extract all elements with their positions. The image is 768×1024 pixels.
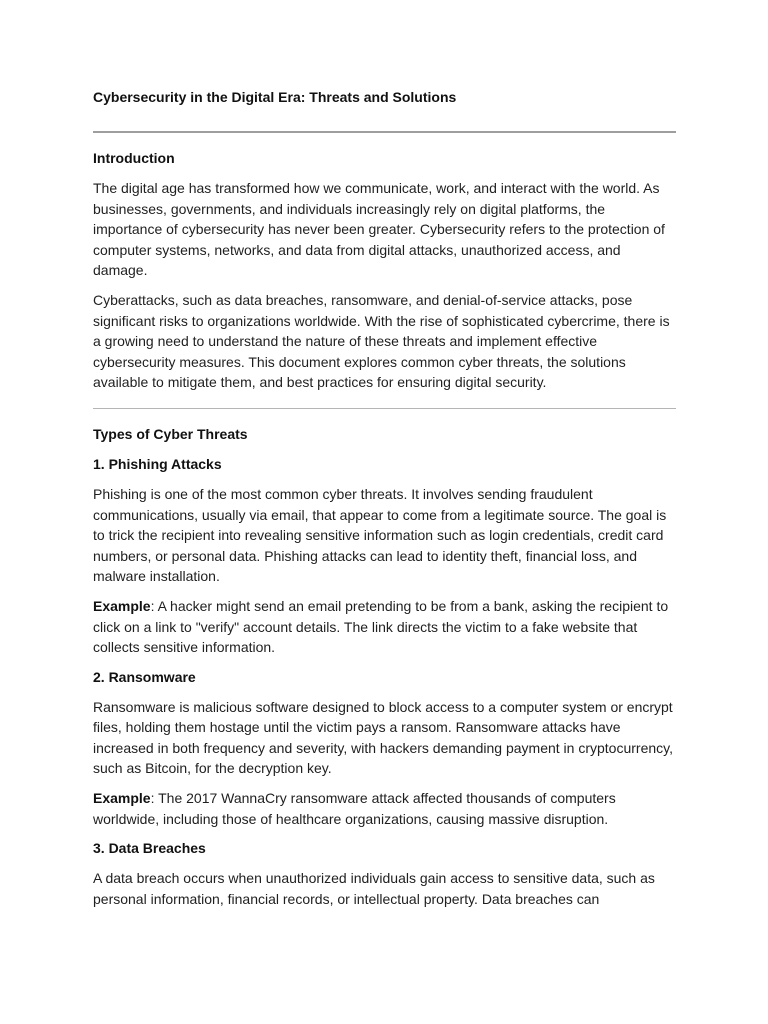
phishing-example [93, 596, 676, 658]
document-title: Cybersecurity in the Digital Era: Threats and Solutions [93, 89, 457, 105]
types-of-cyber-threats-heading: Types of Cyber Threats [93, 425, 248, 442]
section-divider [93, 408, 676, 409]
phishing-heading: 1. Phishing Attacks [93, 455, 222, 472]
example-text: : A hacker might send an email pretending to be from a bank, asking the recipient to click on a link to "verify" account details. The link directs the victim to a fake website that collects sensitive information. [93, 597, 669, 656]
ransomware-paragraph: Ransomware is malicious software designed to block access to a computer system or encrypt files, holding them hostage until the victim pays a ransom. Ransomware attacks have increased in both frequency and severity, with hackers demanding payment in cryptocurrency, such as Bitcoin, for the decryption key. [93, 698, 674, 777]
document-page [93, 87, 676, 909]
introduction-paragraph-2: Cyberattacks, such as data breaches, ransomware, and denial-of-service attacks, pose significant risks to organizations worldwide. With the rise of sophisticated cybercrime, there is a growing need to understand the nature of these threats and implement effective cybersecurity measures. This document explores common cyber threats, the solutions available to mitigate them, and best practices for ensuring digital security. [93, 291, 670, 391]
ransomware-example [93, 788, 676, 829]
ransomware-heading: 2. Ransomware [93, 668, 196, 685]
introduction-heading: Introduction [93, 150, 175, 166]
example-label: Example [93, 597, 151, 614]
phishing-paragraph: Phishing is one of the most common cyber threats. It involves sending fraudulent communications, usually via email, that appear to come from a legitimate source. The goal is to trick the recipient into revealing sensitive information such as login credentials, credit card numbers, or personal data. Phishing attacks can lead to identity theft, financial loss, and malware installation. [93, 485, 667, 585]
data-breaches-paragraph: A data breach occurs when unauthorized individuals gain access to sensitive data, such as personal information, financial records, or intellectual property. Data breaches can [93, 870, 655, 907]
example-label: Example [93, 790, 151, 807]
title-divider [93, 131, 676, 133]
introduction-paragraph-1: The digital age has transformed how we communicate, work, and interact with the world. As businesses, governments, and individuals increasingly rely on digital platforms, the importance of cybersecurity has never been greater. Cybersecurity refers to the protection of computer systems, networks, and data from digital attacks, unauthorized access, and damage. [93, 180, 665, 279]
example-text: : The 2017 WannaCry ransomware attack affected thousands of computers worldwide, including those of healthcare organizations, causing massive disruption. [93, 790, 616, 827]
data-breaches-heading: 3. Data Breaches [93, 840, 206, 857]
